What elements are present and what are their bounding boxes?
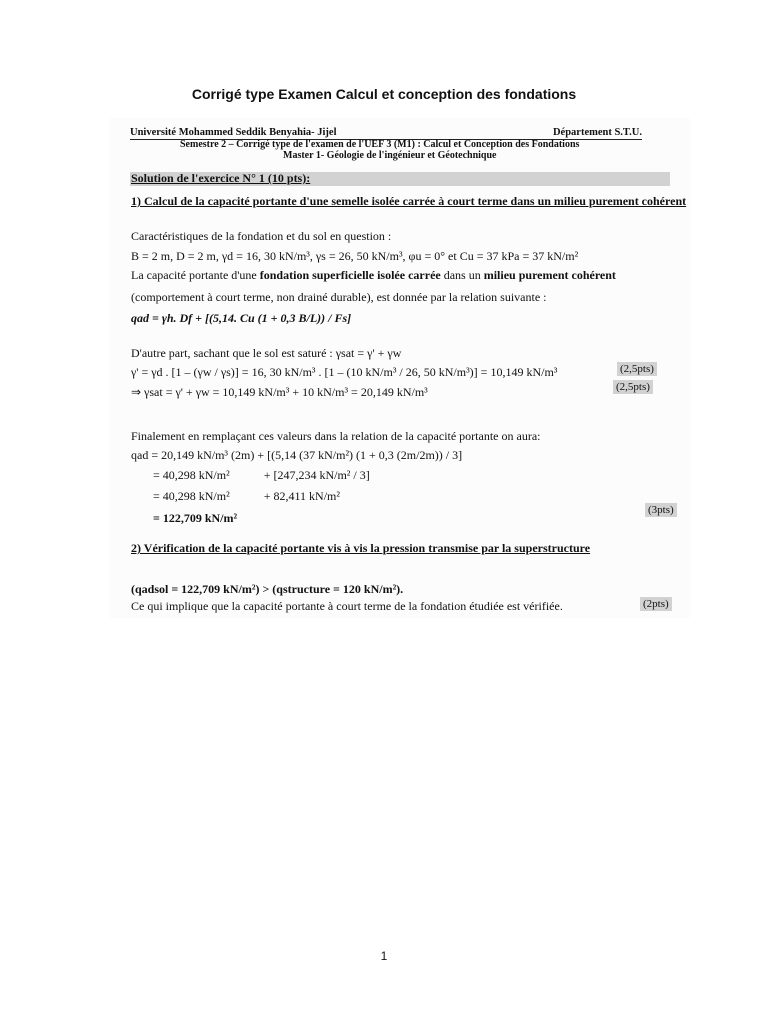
- calc-line-2: [153, 468, 370, 483]
- master-line: Master 1- Géologie de l'ingénieur et Géotechnique: [283, 150, 497, 161]
- characteristics-intro: Caractéristiques de la fondation et du sol en question :: [131, 229, 392, 243]
- department-name: Département S.T.U.: [552, 127, 642, 138]
- calc-line-3: [153, 489, 340, 504]
- final-intro: Finalement en remplaçant ces valeurs dans la relation de la capacité portante on aura:: [131, 429, 541, 443]
- comparison-line: (qadsol = 122,709 kN/m²) > (qstructure = 120 kN/m²).: [131, 582, 404, 596]
- semester-line: Semestre 2 – Corrigé type de l'examen de l'UEF 3 (M1) : Calcul et Conception des Fondations: [180, 139, 580, 150]
- part1-heading: 1) Calcul de la capacité portante d'une semelle isolée carrée à court terme dans un milieu purement cohérent: [131, 194, 687, 208]
- desc-text-b: dans un: [443, 268, 481, 282]
- points-badge: (3pts): [645, 503, 677, 517]
- saturated-intro: D'autre part, sachant que le sol est saturé : γsat = γ' + γw: [131, 346, 402, 360]
- part2-heading: 2) Vérification de la capacité portante vis à vis la pression transmise par la superstructure: [131, 541, 591, 555]
- calc-line-3-a: = 40,298 kN/m²: [153, 489, 230, 503]
- conclusion-line: Ce qui implique que la capacité portante à court terme de la fondation étudiée est vérifiée.: [131, 599, 563, 613]
- desc-bold-b: milieu purement cohérent: [483, 268, 616, 282]
- points-badge: (2,5pts): [617, 362, 657, 376]
- gamma-prime-line: γ' = γd . [1 – (γw / γs)] = 16, 30 kN/m³ . [1 – (10 kN/m³ / 26, 50 kN/m³)] = 10,149 kN/m³: [131, 365, 558, 379]
- desc-bold-a: fondation superficielle isolée carrée: [259, 268, 441, 282]
- parameters-line: B = 2 m, D = 2 m, γd = 16, 30 kN/m³, γs = 26, 50 kN/m³, φu = 0° et Cu = 37 kPa = 37 kN/m²: [131, 249, 579, 263]
- university-name: Université Mohammed Seddik Benyahia- Jijel: [130, 127, 337, 138]
- description-line-1: [131, 268, 616, 283]
- description-line-2: (comportement à court terme, non drainé durable), est donnée par la relation suivante :: [131, 290, 547, 304]
- calc-result: = 122,709 kN/m²: [153, 511, 238, 525]
- desc-text-a: La capacité portante d'une: [131, 268, 257, 282]
- calc-line-1: qad = 20,149 kN/m³ (2m) + [(5,14 (37 kN/m²) (1 + 0,3 (2m/2m)) / 3]: [131, 448, 463, 462]
- solution-heading: Solution de l'exercice N° 1 (10 pts):: [131, 171, 311, 185]
- page-number: 1: [380, 949, 388, 963]
- document-title: Corrigé type Examen Calcul et conception des fondations: [191, 86, 577, 102]
- points-badge: (2pts): [640, 597, 672, 611]
- bearing-capacity-formula: qad = γh. Df + [(5,14. Cu (1 + 0,3 B/L)) / Fs]: [131, 311, 352, 325]
- points-badge: (2,5pts): [613, 380, 653, 394]
- calc-line-3-b: + 82,411 kN/m²: [263, 489, 340, 503]
- calc-line-2-a: = 40,298 kN/m²: [153, 468, 230, 482]
- calc-line-2-b: + [247,234 kN/m² / 3]: [263, 468, 370, 482]
- gamma-sat-line: ⇒ γsat = γ' + γw = 10,149 kN/m³ + 10 kN/m³ = 20,149 kN/m³: [131, 385, 428, 399]
